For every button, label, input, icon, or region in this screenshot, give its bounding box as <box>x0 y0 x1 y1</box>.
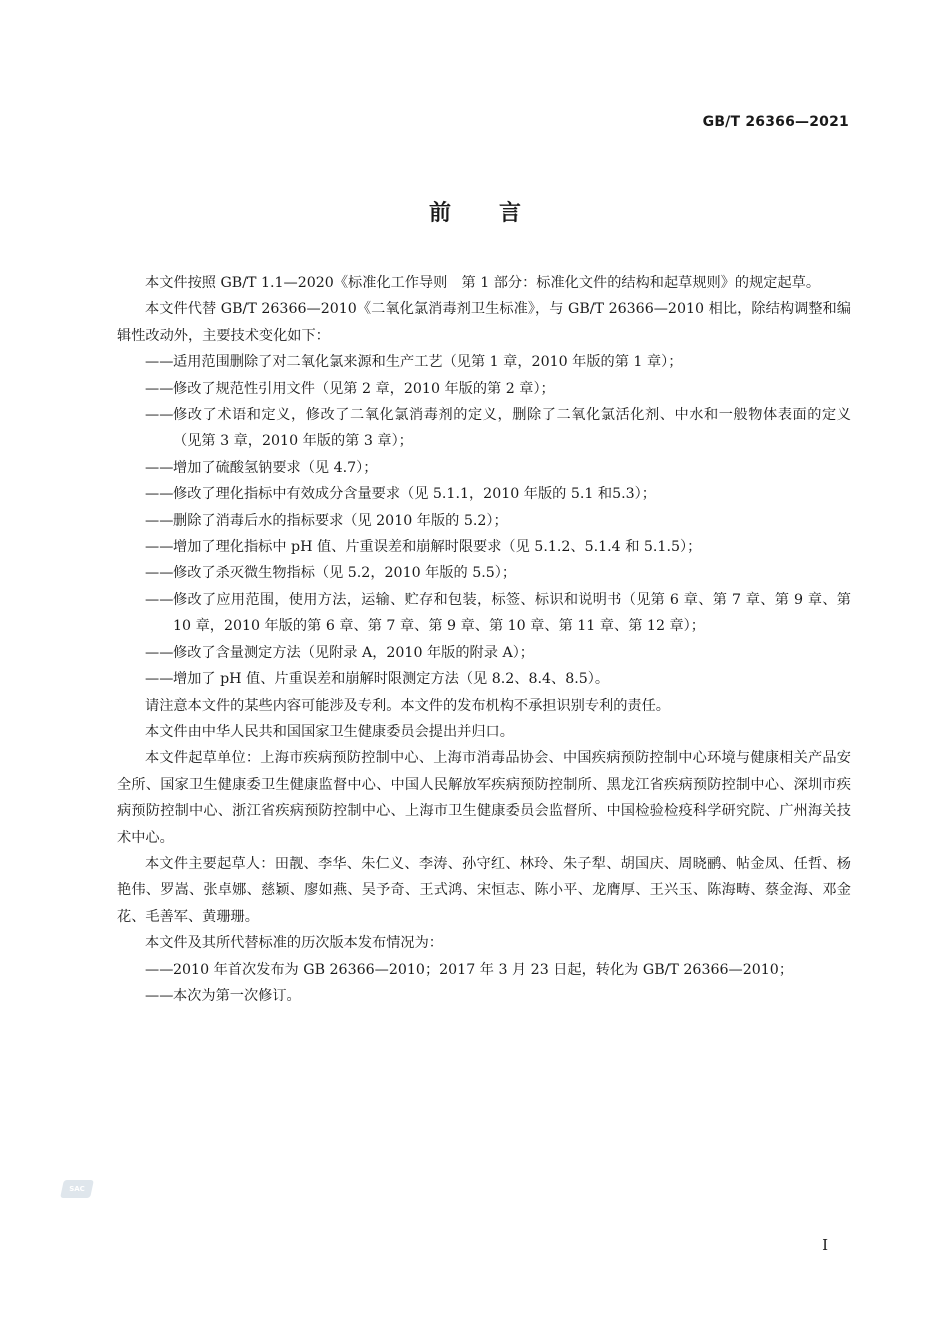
dash-marker: —— <box>145 407 174 424</box>
intro-paragraph: 本文件代替 GB/T 26366—2010《二氧化氯消毒剂卫生标准》，与 GB/T 26366—2010 相比，除结构调整和编辑性改动外，主要技术变化如下： <box>117 301 851 344</box>
dash-marker: —— <box>145 987 174 1004</box>
document-body <box>117 270 851 1009</box>
drafters: 本文件主要起草人：田靓、李华、朱仁义、李涛、孙守红、林玲、朱子犁、胡国庆、周晓鹂、帖金凤、任哲、杨艳伟、罗嵩、张卓娜、慈颖、廖如燕、吴予奇、王式鸿、宋恒志、陈小平、龙膺厚、王兴玉、陈海畴、蔡金海、邓金花、毛善军、黄珊珊。 <box>117 855 851 925</box>
history-item: —— 2010 年首次发布为 GB 26366—2010；2017 年 3 月 23 日起，转化为 GB/T 26366—2010； <box>117 957 851 983</box>
page-number: I <box>822 1236 828 1254</box>
change-item: —— 修改了含量测定方法（见附录 A，2010 年版的附录 A）； <box>117 640 851 666</box>
change-item: —— 修改了理化指标中有效成分含量要求（见 5.1.1，2010 年版的 5.1 和5.3）； <box>117 481 851 507</box>
dash-marker: —— <box>145 354 174 371</box>
history-item: —— 本次为第一次修订。 <box>117 983 851 1009</box>
patent-note: 请注意本文件的某些内容可能涉及专利。本文件的发布机构不承担识别专利的责任。 <box>145 697 670 714</box>
dash-marker: —— <box>145 512 174 529</box>
dash-marker: —— <box>145 961 174 978</box>
dash-marker: —— <box>145 486 174 503</box>
dash-marker: —— <box>145 459 174 476</box>
history-intro: 本文件及其所代替标准的历次版本发布情况为： <box>145 935 443 952</box>
change-item: —— 适用范围删除了对二氧化氯来源和生产工艺（见第 1 章，2010 年版的第 1 章）； <box>117 349 851 375</box>
proposer-note: 本文件由中华人民共和国国家卫生健康委员会提出并归口。 <box>145 723 514 740</box>
change-item: —— 修改了应用范围，使用方法，运输、贮存和包装，标签、标识和说明书（见第 6 章、第 7 章、第 9 章、第 10 章，2010 年版的第 6 章、第 7 章、第 9 章、第 10 章、第 11 章、第 12 章）； <box>117 587 851 640</box>
sac-logo-icon: SAC <box>60 1180 94 1198</box>
change-item: —— 修改了规范性引用文件（见第 2 章，2010 年版的第 2 章）； <box>117 376 851 402</box>
dash-marker: —— <box>145 644 174 661</box>
change-item: —— 增加了硫酸氢钠要求（见 4.7）； <box>117 455 851 481</box>
change-item: —— 修改了术语和定义，修改了二氧化氯消毒剂的定义，删除了二氧化氯活化剂、中水和一般物体表面的定义（见第 3 章，2010 年版的第 3 章）； <box>117 402 851 455</box>
change-item: —— 删除了消毒后水的指标要求（见 2010 年版的 5.2）； <box>117 508 851 534</box>
dash-marker: —— <box>145 380 174 397</box>
change-item: —— 修改了杀灭微生物指标（见 5.2，2010 年版的 5.5）； <box>117 560 851 586</box>
intro-paragraph: 本文件按照 GB/T 1.1—2020《标准化工作导则 第 1 部分：标准化文件的结构和起草规则》的规定起草。 <box>145 275 821 291</box>
dash-marker: —— <box>145 539 174 556</box>
change-item: —— 增加了理化指标中 pH 值、片重误差和崩解时限要求（见 5.1.2、5.1.4 和 5.1.5）； <box>117 534 851 560</box>
standard-code: GB/T 26366—2021 <box>702 114 849 130</box>
dash-marker: —— <box>145 671 174 688</box>
dash-marker: —— <box>145 591 174 608</box>
page-title: 前言 <box>428 201 569 226</box>
drafting-units: 本文件起草单位：上海市疾病预防控制中心、上海市消毒品协会、中国疾病预防控制中心环境与健康相关产品安全所、国家卫生健康委卫生健康监督中心、中国人民解放军疾病预防控制所、黑龙江省疾病预防控制中心、深圳市疾病预防控制中心、浙江省疾病预防控制中心、上海市卫生健康委员会监督所、中国检验检疫科学研究院、广州海关技术中心。 <box>117 750 851 846</box>
change-item: —— 增加了 pH 值、片重误差和崩解时限测定方法（见 8.2、8.4、8.5）。 <box>117 666 851 692</box>
dash-marker: —— <box>145 565 174 582</box>
